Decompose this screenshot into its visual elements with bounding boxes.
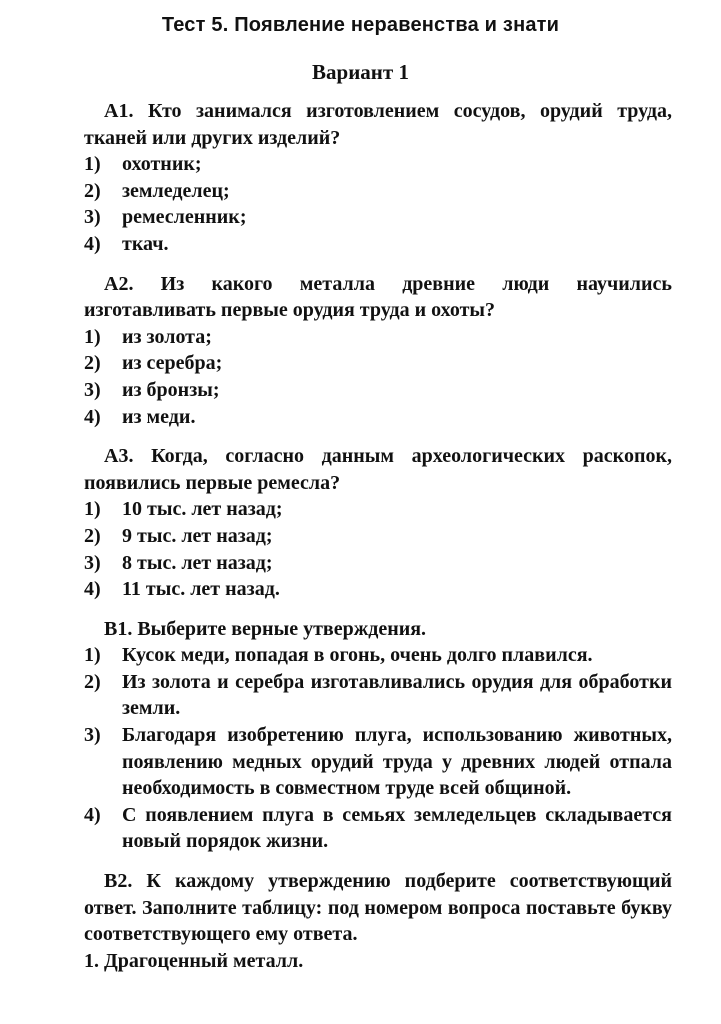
statement-option (84, 802, 672, 855)
option-text: ремесленник; (122, 206, 247, 229)
option-number: 3) (84, 551, 101, 574)
question-text: А1. Кто занимался изготовлением сосудов, орудий труда, тканей или других изделий? (84, 100, 672, 149)
spacer (84, 855, 672, 868)
option-number: 4) (84, 803, 101, 826)
question-a1 (84, 98, 672, 258)
option-number: 2) (84, 352, 101, 375)
question-a3 (84, 443, 672, 603)
option-text: из золота; (122, 325, 212, 348)
option-text: 10 тыс. лет назад; (122, 498, 283, 521)
answer-option (84, 204, 672, 231)
answer-option (84, 523, 672, 550)
match-item (84, 948, 672, 975)
option-text: земледелец; (122, 179, 230, 202)
option-text: 9 тыс. лет назад; (122, 524, 273, 547)
question-text: В1. Выберите верные утверждения. (104, 617, 427, 640)
option-number: 1) (84, 153, 101, 176)
option-text: С появлением плуга в семьях земледельцев складывается новый порядок жизни. (122, 803, 672, 853)
question-b1 (84, 616, 672, 855)
answer-option (84, 151, 672, 178)
option-number: 1) (84, 644, 101, 667)
option-text: Кусок меди, попадая в огонь, очень долго плавился. (122, 644, 593, 667)
option-text: Благодаря изобретению плуга, использованию животных, появлению медных орудий труда у древних людей отпала необходимость в совместном труде всей общиной. (122, 724, 672, 800)
question-b2 (84, 868, 672, 974)
answer-option (84, 496, 672, 523)
answer-option (84, 550, 672, 577)
question-text: В2. К каждому утверждению подберите соответствующий ответ. Заполните таблицу: под номером вопроса поставьте букву соответствующего ему ответа. (84, 870, 672, 946)
statement-option (84, 722, 672, 802)
answer-option (84, 576, 672, 603)
question-text: А2. Из какого металла древние люди научились изготавливать первые орудия труда и охоты? (84, 272, 672, 322)
question-text: А3. Когда, согласно данным археологических раскопок, появились первые ремесла? (84, 445, 672, 494)
option-text: из серебра; (122, 352, 223, 375)
option-number: 3) (84, 724, 101, 747)
option-text: 11 тыс. лет назад. (122, 578, 280, 601)
spacer (84, 603, 672, 616)
option-text: 8 тыс. лет назад; (122, 551, 273, 574)
answer-option (84, 324, 672, 351)
spacer (84, 430, 672, 443)
option-text: ткач. (122, 232, 169, 255)
spacer (84, 258, 672, 271)
item-text: Драгоценный металл. (104, 949, 304, 972)
question-a2 (84, 271, 672, 431)
option-text: охотник; (122, 153, 202, 176)
answer-option (84, 350, 672, 377)
option-number: 4) (84, 405, 101, 428)
option-number: 1) (84, 498, 101, 521)
option-number: 3) (84, 206, 101, 229)
option-text: из бронзы; (122, 378, 220, 401)
answer-option (84, 404, 672, 431)
option-text: из меди. (122, 405, 196, 428)
option-number: 4) (84, 578, 101, 601)
option-text: Из золота и серебра изготавливались орудия для обработки земли. (122, 670, 672, 720)
item-number: 1. (84, 949, 99, 972)
option-number: 3) (84, 378, 101, 401)
option-number: 2) (84, 524, 101, 547)
option-number: 4) (84, 232, 101, 255)
answer-option (84, 231, 672, 258)
statement-option (84, 669, 672, 722)
test-content (84, 98, 672, 974)
option-number: 1) (84, 325, 101, 348)
answer-option (84, 377, 672, 404)
answer-option (84, 178, 672, 205)
test-title: Тест 5. Появление неравенства и знати (161, 14, 560, 36)
statement-option (84, 642, 672, 669)
variant-heading: Вариант 1 (312, 60, 409, 84)
option-number: 2) (84, 670, 101, 693)
option-number: 2) (84, 179, 101, 202)
